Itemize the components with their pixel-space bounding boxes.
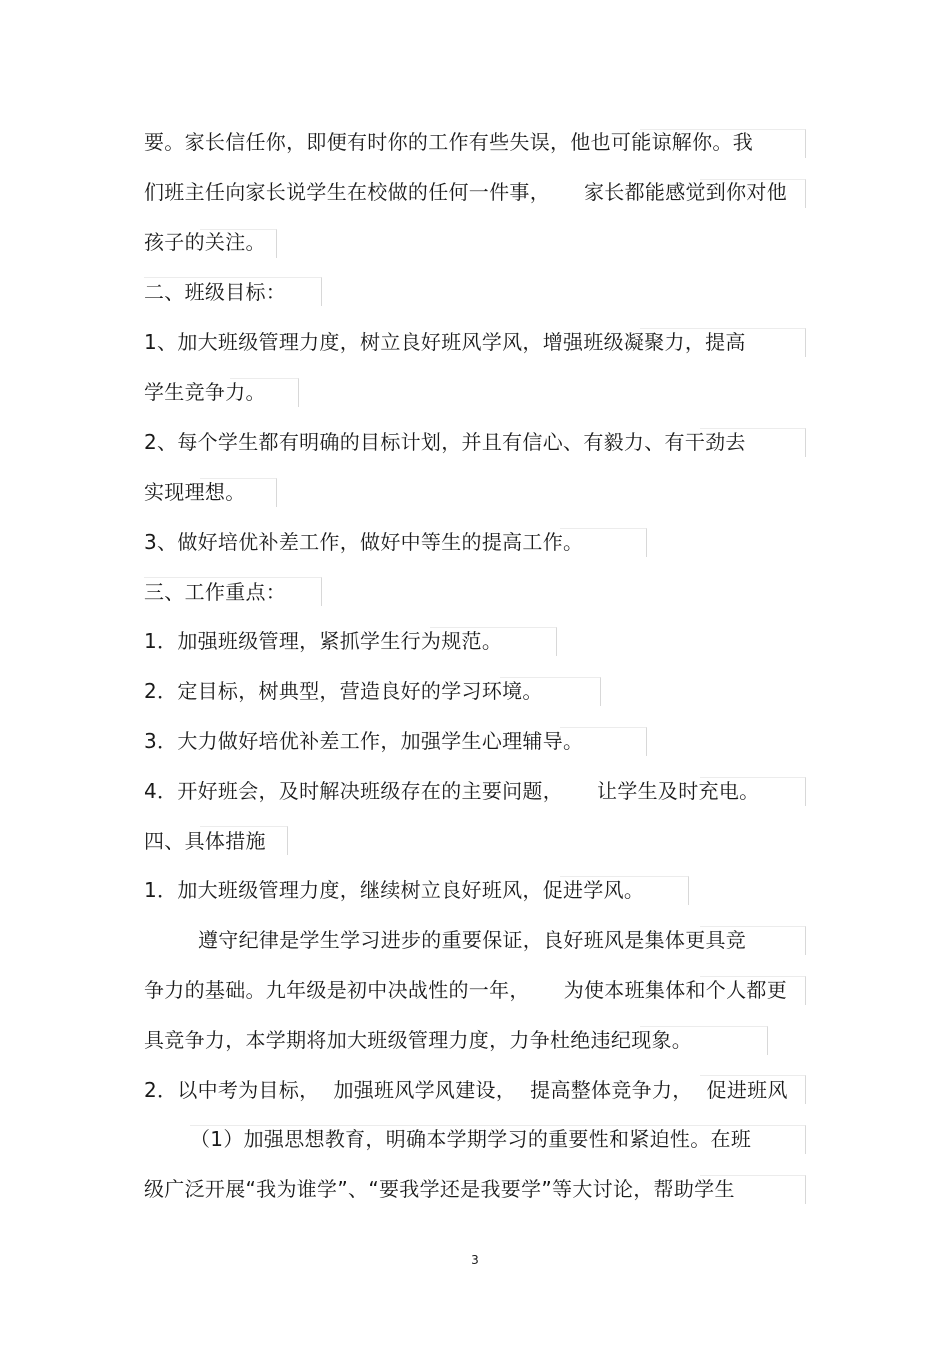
text-segment: 为使本班集体和个人都更 [563, 978, 788, 1002]
paragraph-line: 孩子的关注。 [144, 230, 266, 254]
section-heading: 三、工作重点： [144, 580, 287, 604]
text-segment: 加强班风学风建设， [333, 1078, 517, 1102]
paragraph-line: 具竞争力，本学期将加大班级管理力度，力争杜绝违纪现象。 [144, 1028, 693, 1052]
list-item: 1、加大班级管理力度，树立良好班风学风，增强班级凝聚力，提高 [144, 330, 746, 354]
text-segment: 促进班风 [706, 1078, 788, 1102]
text-segment: 让学生及时充电。 [597, 779, 760, 803]
list-item [144, 1075, 788, 1105]
section-heading: 二、班级目标： [144, 280, 287, 304]
paragraph-line: 遵守纪律是学生学习进步的重要保证，良好班风是集体更具竞 [198, 928, 747, 952]
list-item: 3．大力做好培优补差工作，加强学生心理辅导。 [144, 729, 584, 753]
paragraph-line: 级广泛开展“我为谁学”、“要我学还是我要学”等大讨论，帮助学生 [144, 1177, 735, 1201]
list-item: 2、每个学生都有明确的目标计划，并且有信心、有毅力、有干劲去 [144, 430, 746, 454]
list-item: 1．加强班级管理，紧抓学生行为规范。 [144, 629, 503, 653]
text-segment: 们班主任向家长说学生在校做的任何一件事， [144, 180, 550, 204]
text-segment: 争力的基础。九年级是初中决战性的一年， [144, 978, 530, 1002]
list-item: 1．加大班级管理力度，继续树立良好班风，促进学风。 [144, 878, 645, 902]
text-segment: 2．以中考为目标， [144, 1078, 320, 1102]
paragraph-line: （1）加强思想教育，明确本学期学习的重要性和紧迫性。在班 [190, 1127, 752, 1151]
list-item: 2．定目标，树典型，营造良好的学习环境。 [144, 679, 543, 703]
paragraph-line [144, 975, 787, 1005]
list-item: 3、做好培优补差工作，做好中等生的提高工作。 [144, 530, 584, 554]
list-item-continuation: 学生竞争力。 [144, 380, 266, 404]
page-number: 3 [471, 1253, 479, 1267]
text-segment: 4．开好班会，及时解决班级存在的主要问题， [144, 779, 564, 803]
list-item-continuation: 实现理想。 [144, 480, 246, 504]
paragraph-line [144, 177, 787, 207]
text-segment: 家长都能感觉到你对他 [584, 180, 787, 204]
text-segment: 提高整体竞争力， [530, 1078, 693, 1102]
section-heading: 四、具体措施 [144, 829, 266, 853]
list-item [144, 776, 759, 806]
paragraph-line: 要。家长信任你，即便有时你的工作有些失误，他也可能谅解你。我 [144, 130, 753, 154]
